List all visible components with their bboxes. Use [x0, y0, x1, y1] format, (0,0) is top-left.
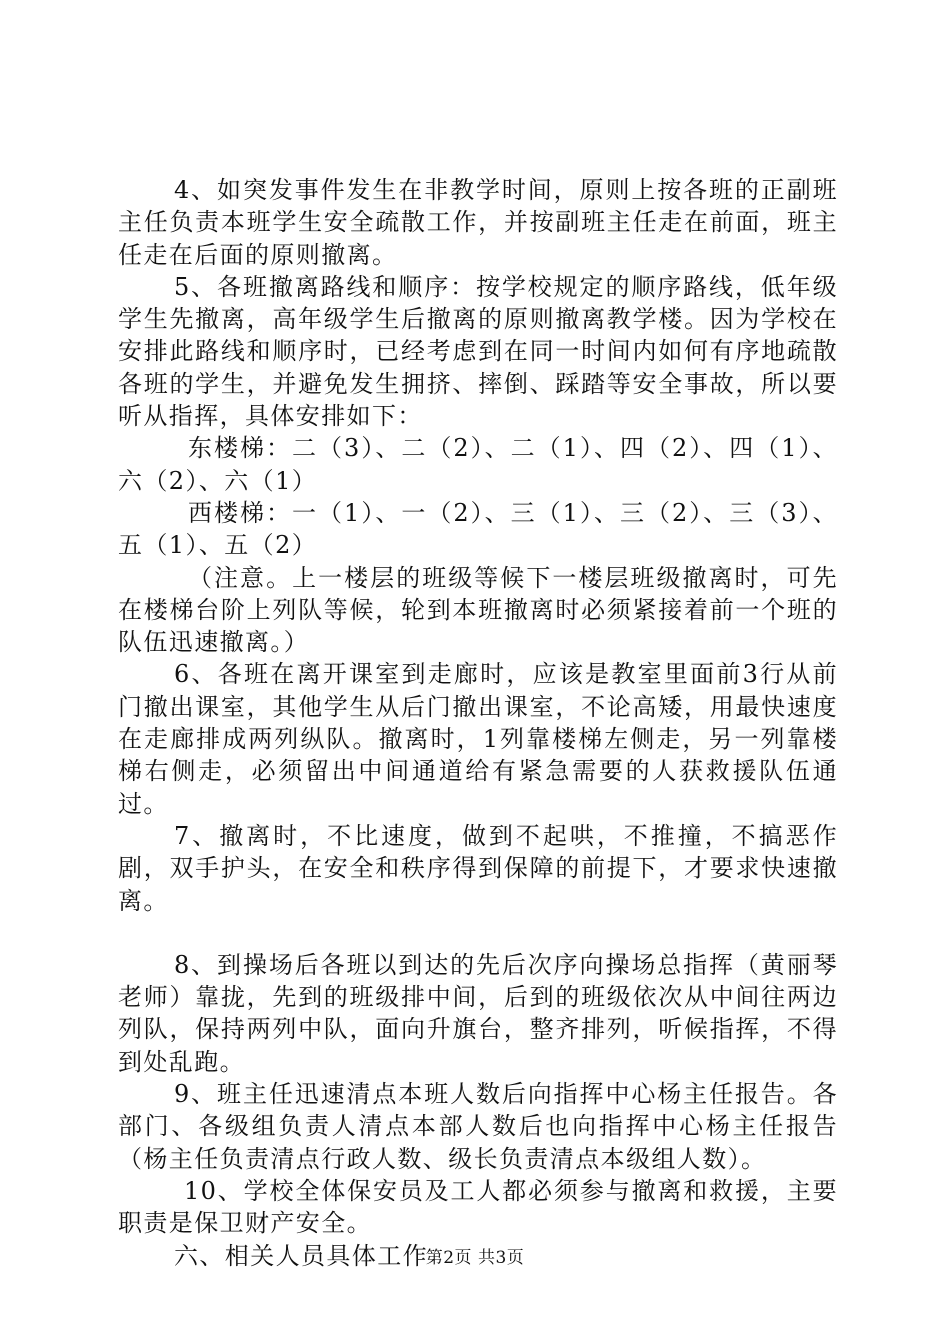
- paragraph-item-9: 9、班主任迅速清点本班人数后向指挥中心杨主任报告。各部门、各级组负责人清点本部人数后也向指挥中心杨主任报告（杨主任负责清点行政人数、级长负责清点本级组人数）。: [118, 1080, 838, 1173]
- paragraph-item-5: 5、各班撤离路线和顺序：按学校规定的顺序路线，低年级学生先撤离，高年级学生后撤离的原则撤离教学楼。因为学校在安排此路线和顺序时，已经考虑到在同一时间内如何有序地疏散各班的学生，并避免发生拥挤、摔倒、踩踏等安全事故，所以要听从指挥，具体安排如下：: [118, 272, 838, 431]
- page-footer: 第2页 共3页: [425, 1248, 525, 1268]
- paragraph-note: （注意。上一楼层的班级等候下一楼层班级撤离时，可先在楼梯台阶上列队等候，轮到本班撤离时必须紧接着前一个班的队伍迅速撤离。）: [118, 563, 838, 657]
- paragraph-east-stairs: 东楼梯：二（3）、二（2）、二（1）、四（2）、四（1）、六（2）、六（1）: [118, 434, 838, 495]
- document-body: [118, 174, 838, 1272]
- section-heading-six: 六、相关人员具体工作: [174, 1241, 428, 1270]
- paragraph-item-6: 6、各班在离开课室到走廊时，应该是教室里面前3行从前门撤出课室，其他学生从后门撤出课室，不论高矮，用最快速度在走廊排成两列纵队。撤离时，1列靠楼梯左侧走，另一列靠楼梯右侧走，必须留出中间通道给有紧急需要的人获救援队伍通过。: [118, 660, 838, 818]
- paragraph-item-8: 8、到操场后各班以到达的先后次序向操场总指挥（黄丽琴老师）靠拢，先到的班级排中间，后到的班级依次从中间往两边列队，保持两列中队，面向升旗台，整齐排列，听候指挥，不得到处乱跑。: [118, 950, 838, 1076]
- paragraph-item-4: 4、如突发事件发生在非教学时间，原则上按各班的正副班主任负责本班学生安全疏散工作，并按副班主任走在前面，班主任走在后面的原则撤离。: [118, 176, 838, 269]
- paragraph-item-10: 10、学校全体保安员及工人都必须参与撤离和救援，主要职责是保卫财产安全。: [118, 1176, 838, 1238]
- paragraph-west-stairs: 西楼梯：一（1）、一（2）、三（1）、三（2）、三（3）、五（1）、五（2）: [118, 498, 838, 560]
- paragraph-item-7: 7、撤离时，不比速度，做到不起哄，不推撞，不搞恶作剧，双手护头，在安全和秩序得到保障的前提下，才要求快速撤离。: [118, 821, 838, 915]
- paragraph-spacer: [118, 917, 838, 949]
